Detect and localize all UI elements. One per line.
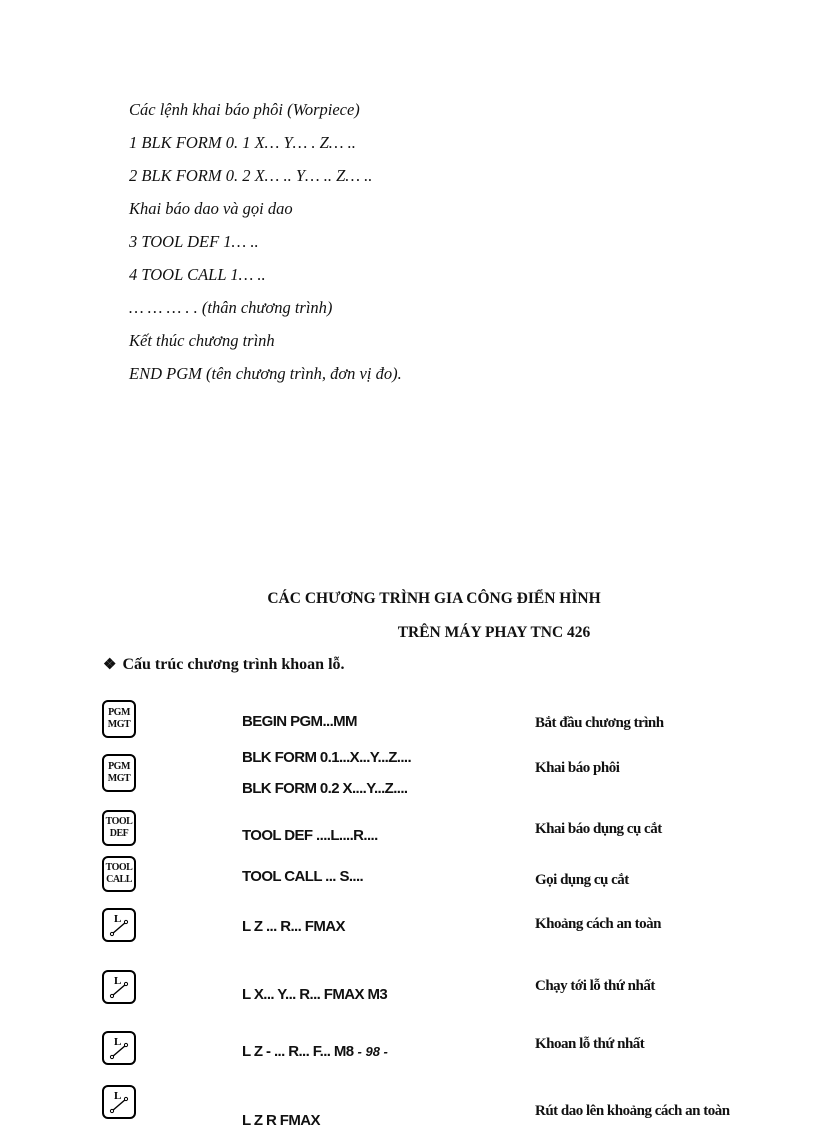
page-subtitle: TRÊN MÁY PHAY TNC 426 (397, 624, 591, 641)
intro-line: … … … . . (thân chương trình) (129, 298, 333, 317)
code-text: TOOL CALL ... S.... (242, 868, 364, 885)
page-title: CÁC CHƯƠNG TRÌNH GIA CÔNG ĐIỂN HÌNH (267, 590, 601, 607)
line-key-icon (102, 1085, 136, 1119)
intro-block (129, 96, 402, 393)
tool-call-key-icon (102, 856, 136, 892)
section-title: Cấu trúc chương trình khoan lỗ. (122, 656, 345, 673)
svg-text:L: L (114, 913, 121, 925)
description-text: Khai báo phôi (535, 760, 620, 776)
code-text: BLK FORM 0.1...X...Y...Z.... (242, 749, 412, 766)
line-path-icon (104, 1033, 134, 1063)
description-text: Khai báo dụng cụ cắt (535, 821, 662, 837)
line-path-icon (104, 972, 134, 1002)
code-text: BLK FORM 0.2 X....Y...Z.... (242, 780, 408, 797)
line-path-icon (104, 1087, 134, 1117)
tool-def-key-icon (102, 810, 136, 846)
svg-text:L: L (114, 975, 121, 987)
key-label: DEF (109, 828, 129, 839)
code-text-value: L Z - ... R... F... M8 (242, 1043, 354, 1060)
code-text (242, 1043, 388, 1060)
line-path-icon (104, 910, 134, 940)
svg-text:L: L (114, 1090, 121, 1102)
description-text: Khoảng cách an toàn (535, 916, 661, 932)
key-label: MGT (107, 773, 131, 784)
key-label: PGM (108, 707, 130, 718)
key-label: TOOL (105, 862, 133, 873)
intro-line: Kết thúc chương trình (129, 331, 275, 350)
section-heading (103, 655, 345, 674)
key-label: MGT (107, 719, 131, 730)
line-key-icon (102, 1031, 136, 1065)
pgm-mgt-key-icon (102, 700, 136, 738)
key-label: CALL (106, 874, 132, 885)
diamond-bullet-icon: ❖ (103, 657, 117, 673)
page-number: - 98 - (357, 1044, 388, 1059)
intro-line: Các lệnh khai báo phôi (Worpiece) (129, 100, 360, 119)
intro-line: Khai báo dao và gọi dao (129, 199, 293, 218)
description-text: Bắt đầu chương trình (535, 715, 664, 731)
description-text: Chạy tới lỗ thứ nhất (535, 978, 655, 994)
intro-line: END PGM (tên chương trình, đơn vị đo). (129, 364, 402, 383)
svg-text:L: L (114, 1036, 121, 1048)
line-key-icon (102, 908, 136, 942)
intro-line: 2 BLK FORM 0. 2 X… .. Y… .. Z… .. (129, 166, 373, 185)
code-text: BEGIN PGM...MM (242, 713, 357, 730)
code-text: L Z R FMAX (242, 1112, 320, 1129)
description-text: Rút dao lên khoảng cách an toàn (535, 1103, 730, 1119)
description-text: Gọi dụng cụ cắt (535, 872, 629, 888)
code-text: L Z ... R... FMAX (242, 918, 345, 935)
intro-line: 1 BLK FORM 0. 1 X… Y… . Z… .. (129, 133, 356, 152)
description-text: Khoan lỗ thứ nhất (535, 1036, 645, 1052)
intro-line: 3 TOOL DEF 1… .. (129, 232, 259, 251)
code-text: TOOL DEF ....L....R.... (242, 827, 378, 844)
code-text: L X... Y... R... FMAX M3 (242, 986, 388, 1003)
pgm-mgt-key-icon (102, 754, 136, 792)
line-key-icon (102, 970, 136, 1004)
intro-line: 4 TOOL CALL 1… .. (129, 265, 266, 284)
key-label: TOOL (105, 816, 133, 827)
key-label: PGM (108, 761, 130, 772)
